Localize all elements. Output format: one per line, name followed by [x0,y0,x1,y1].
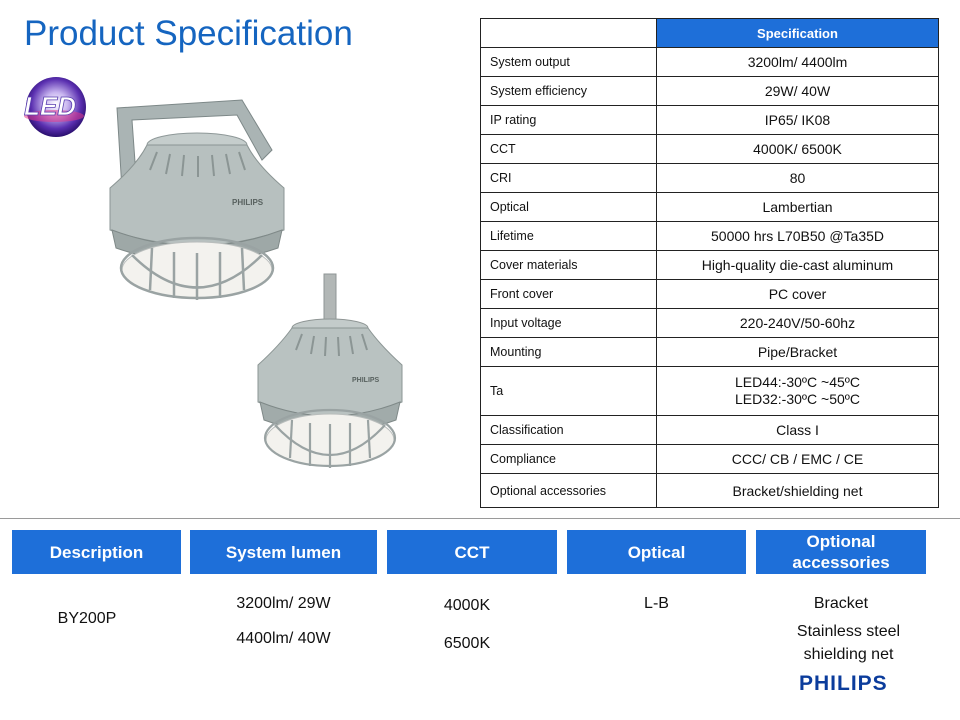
summary-description: BY200P [57,610,117,627]
spec-row [481,193,939,222]
spec-value: 4000K/ 6500K [657,135,939,164]
summary-header-cct: CCT [387,530,557,574]
spec-row [481,77,939,106]
summary-accessory-2: Stainless steel [796,623,901,640]
spec-header-blank [481,19,657,48]
spec-value: 50000 hrs L70B50 @Ta35D [657,222,939,251]
spec-value: Class I [657,416,939,445]
spec-value-line: LED32:-30ºC ~50ºC [734,391,860,407]
spec-row [481,222,939,251]
spec-row [481,309,939,338]
spec-value: 3200lm/ 4400lm [657,48,939,77]
spec-value: Pipe/Bracket [657,338,939,367]
spec-label: Optical [481,193,657,222]
spec-label: IP rating [481,106,657,135]
spec-header-row [481,19,939,48]
spec-row [481,474,939,508]
lamp1-brand-text: PHILIPS [232,198,264,207]
spec-row [481,338,939,367]
spec-row [481,48,939,77]
summary-cct-1: 4000K [443,597,491,614]
spec-value: 220-240V/50-60hz [657,309,939,338]
spec-label: CCT [481,135,657,164]
spec-label: Front cover [481,280,657,309]
specification-table [480,18,939,508]
spec-value: PC cover [657,280,939,309]
spec-row [481,445,939,474]
spec-label: Classification [481,416,657,445]
summary-lumen-2: 4400lm/ 40W [236,630,331,647]
spec-value: 29W/ 40W [657,77,939,106]
spec-label: Optional accessories [481,474,657,508]
spec-value: 80 [657,164,939,193]
spec-label: CRI [481,164,657,193]
spec-row [481,416,939,445]
spec-label: System efficiency [481,77,657,106]
lamp-pipe-image [240,270,420,480]
summary-header-accessories: Optional accessories [756,530,926,574]
spec-header: Specification [657,19,939,48]
spec-value: Lambertian [657,193,939,222]
section-divider [0,518,960,519]
summary-accessory-1: Bracket [813,595,869,612]
summary-accessory-3: shielding net [803,646,894,663]
spec-value: Bracket/shielding net [657,474,939,508]
spec-label: Ta [481,367,657,416]
spec-row [481,367,939,416]
summary-header-lumen: System lumen [190,530,377,574]
summary-optical: L-B [644,595,669,612]
page-title: Product Specification [24,14,353,53]
lamp2-brand-text: PHILIPS [352,377,380,384]
spec-row [481,106,939,135]
spec-label: Mounting [481,338,657,367]
spec-row [481,251,939,280]
spec-value: High-quality die-cast aluminum [657,251,939,280]
summary-header-description: Description [12,530,181,574]
spec-value-line: LED44:-30ºC ~45ºC [734,374,860,390]
spec-value: IP65/ IK08 [657,106,939,135]
summary-cct-2: 6500K [443,635,491,652]
spec-row [481,164,939,193]
summary-lumen-1: 3200lm/ 29W [236,595,331,612]
philips-logo: PHILIPS [799,672,888,695]
spec-label: Cover materials [481,251,657,280]
spec-row [481,280,939,309]
led-badge-logo [18,72,88,142]
spec-label: Input voltage [481,309,657,338]
spec-value [657,367,939,416]
spec-value: CCC/ CB / EMC / CE [657,445,939,474]
led-badge-text: LED [24,91,76,121]
spec-label: Lifetime [481,222,657,251]
spec-row [481,135,939,164]
summary-header-optical: Optical [567,530,746,574]
spec-label: System output [481,48,657,77]
spec-label: Compliance [481,445,657,474]
